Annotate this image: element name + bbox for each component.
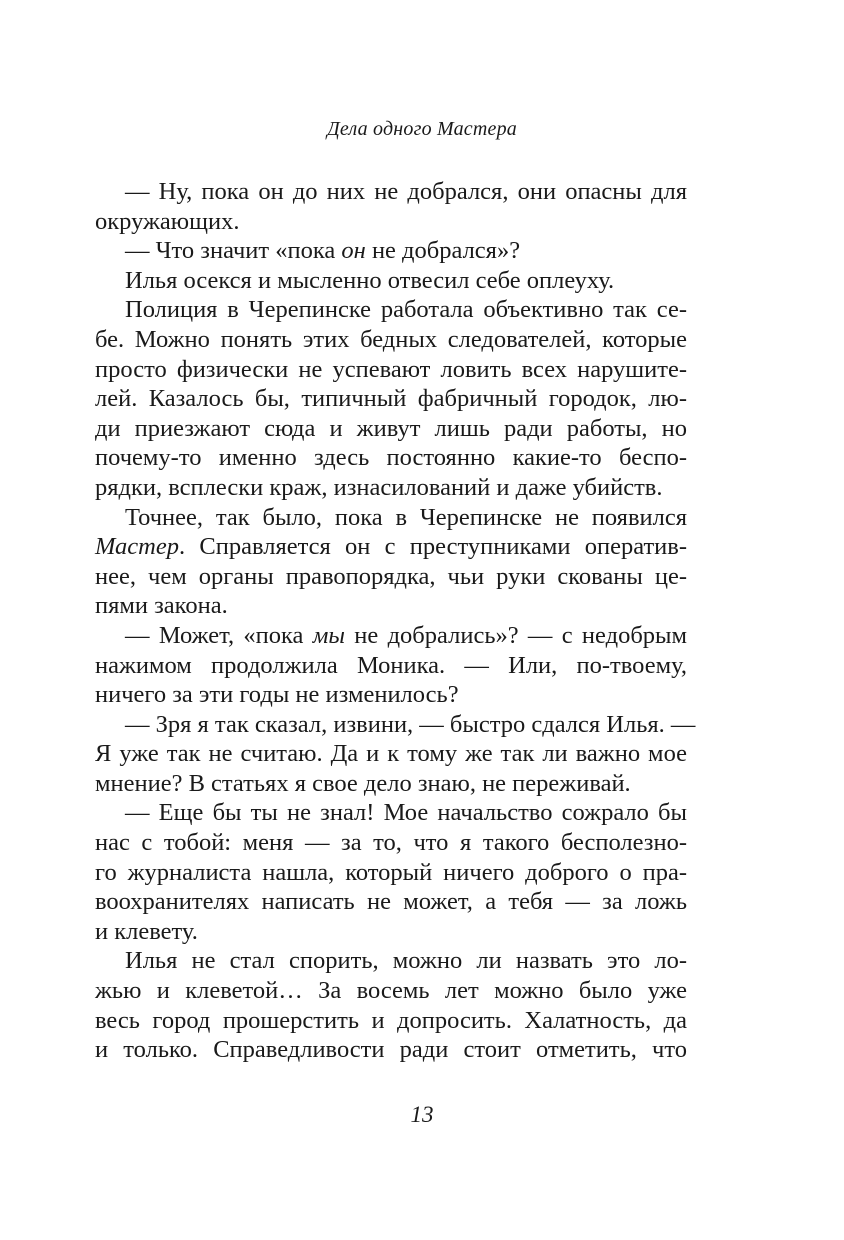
- text-line: — Ну, пока он до них не добрался, они опасны для: [125, 178, 687, 205]
- text-line: весь город прошерстить и допросить. Халатность, да: [95, 1006, 687, 1034]
- text-line: — Еще бы ты не знал! Мое начальство сожрало бы: [125, 799, 687, 827]
- text-line: мнение? В статьях я свое дело знаю, не переживай.: [95, 769, 631, 797]
- body-text: [95, 177, 696, 1065]
- text-line: и только. Справедливости ради стоит отметить, что: [95, 1036, 687, 1064]
- text-line: Я уже так не считаю. Да и к тому же так ли важно мое: [95, 740, 687, 768]
- text-line: нас с тобой: меня — за то, что я такого бесполезно-: [95, 829, 687, 857]
- text-line: лей. Казалось бы, типичный фабричный городок, лю-: [95, 385, 687, 413]
- text-line: почему-то именно здесь постоянно какие-то беспо-: [95, 444, 687, 472]
- text-line: Илья не стал спорить, можно ли назвать это ло-: [125, 947, 687, 975]
- text-line: и клевету.: [95, 917, 198, 945]
- text-line: жью и клеветой… За восемь лет можно было уже: [95, 977, 687, 1005]
- page-number: 13: [410, 1102, 434, 1127]
- text-line: пями закона.: [95, 592, 228, 620]
- text-line: Илья осекся и мысленно отвесил себе оплеуху.: [125, 266, 615, 294]
- text-line: ди приезжают сюда и живут лишь ради работы, но: [95, 414, 687, 442]
- text-line: нее, чем органы правопорядка, чьи руки скованы це-: [95, 562, 687, 590]
- text-line: — Что значит «пока он не добрался»?: [125, 237, 521, 265]
- text-line: бе. Можно понять этих бедных следователей, которые: [95, 325, 687, 353]
- text-line: — Может, «пока мы не добрались»? — с недобрым: [125, 621, 687, 649]
- running-head: Дела одного Мастера: [326, 118, 518, 140]
- text-line: Мастер. Справляется он с преступниками оператив-: [95, 533, 687, 561]
- text-line: воохранителях написать не может, а тебя — за ложь: [95, 888, 687, 916]
- text-line: просто физически не успевают ловить всех нарушите-: [95, 355, 687, 383]
- text-line: окружающих.: [95, 207, 240, 235]
- text-line: ничего за эти годы не изменилось?: [95, 681, 459, 709]
- text-line: — Зря я так сказал, извини, — быстро сдался Илья. —: [125, 710, 696, 738]
- text-line: Полиция в Черепинске работала объективно так се-: [125, 296, 687, 324]
- text-line: Точнее, так было, пока в Черепинске не появился: [125, 503, 687, 531]
- text-line: нажимом продолжила Моника. — Или, по-твоему,: [95, 651, 687, 679]
- text-line: рядки, всплески краж, изнасилований и даже убийств.: [95, 473, 663, 501]
- text-line: го журналиста нашла, который ничего доброго о пра-: [95, 858, 687, 886]
